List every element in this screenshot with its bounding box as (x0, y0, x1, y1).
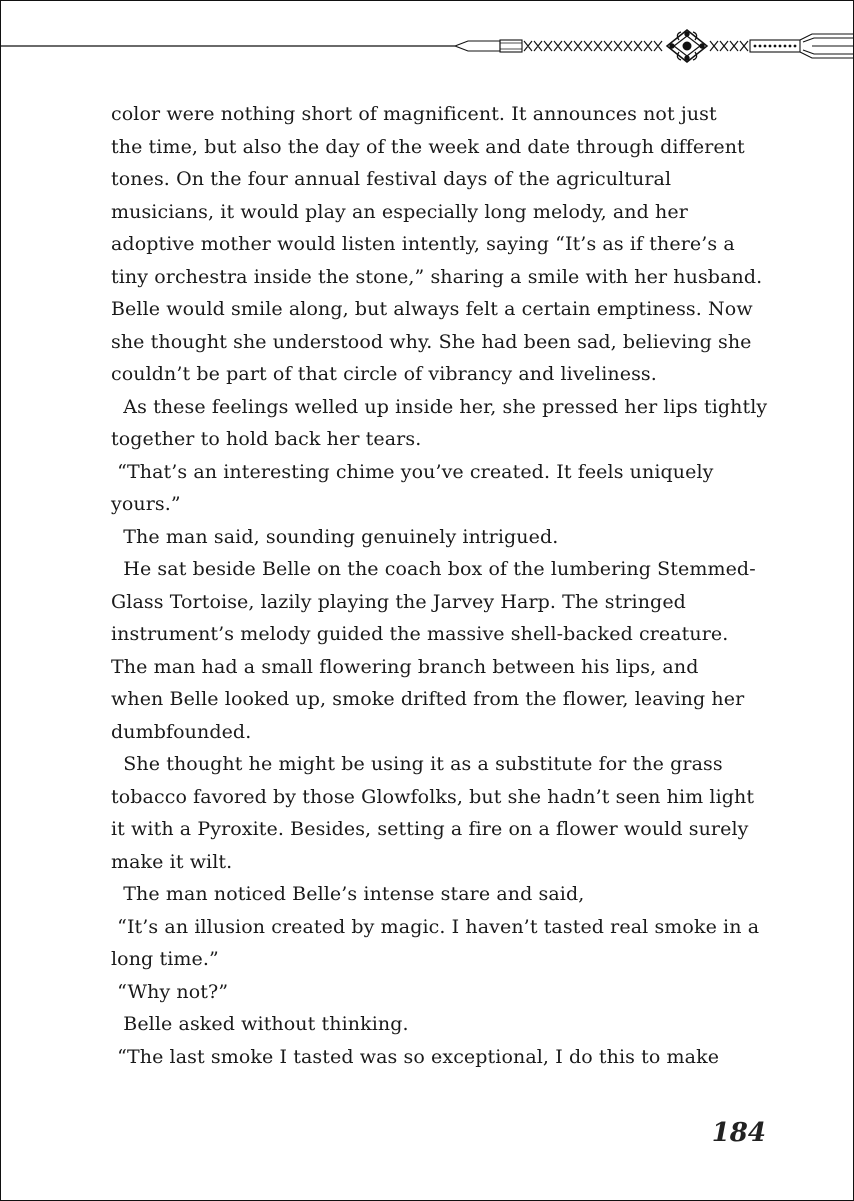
text-line: couldn’t be part of that circle of vibrancy and liveliness. (111, 363, 657, 385)
text-line: Belle would smile along, but always felt a certain emptiness. Now (111, 298, 753, 320)
text-line: color were nothing short of magnificent. It announces not just (111, 103, 717, 125)
body-text (111, 98, 791, 1073)
text-line: dumbfounded. (111, 720, 252, 743)
text-line: “That’s an interesting chime you’ve created. It feels uniquely (111, 460, 714, 483)
header-ornament (0, 28, 854, 64)
text-line: adoptive mother would listen intently, saying “It’s as if there’s a (111, 233, 735, 255)
text-line: it with a Pyroxite. Besides, setting a fire on a flower would surely (111, 818, 749, 840)
text-line: “It’s an illusion created by magic. I haven’t tasted real smoke in a (111, 915, 760, 938)
text-line: tiny orchestra inside the stone,” sharing a smile with her husband. (111, 265, 763, 288)
text-line: the time, but also the day of the week and date through different (111, 135, 745, 158)
text-line: Belle asked without thinking. (111, 1013, 409, 1035)
text-line: The man had a small flowering branch between his lips, and (111, 655, 699, 678)
text-line: He sat beside Belle on the coach box of the lumbering Stemmed- (111, 558, 756, 580)
text-line: She thought he might be using it as a substitute for the grass (111, 753, 723, 775)
text-line: As these feelings welled up inside her, she pressed her lips tightly (111, 395, 768, 418)
text-line: yours.” (111, 493, 181, 515)
text-line: tones. On the four annual festival days of the agricultural (111, 168, 672, 190)
text-line: make it wilt. (111, 850, 233, 873)
page-number: 184 (711, 1118, 766, 1148)
text-line: musicians, it would play an especially long melody, and her (111, 200, 688, 223)
text-line: tobacco favored by those Glowfolks, but she hadn’t seen him light (111, 785, 755, 808)
text-line: “The last smoke I tasted was so exceptional, I do this to make (111, 1045, 720, 1068)
text-line: long time.” (111, 948, 219, 970)
text-line: The man said, sounding genuinely intrigued. (111, 525, 559, 548)
text-line: Glass Tortoise, lazily playing the Jarvey Harp. The stringed (111, 590, 686, 613)
text-line: “Why not?” (111, 980, 229, 1003)
text-line: The man noticed Belle’s intense stare and said, (111, 883, 585, 905)
text-line: she thought she understood why. She had been sad, believing she (111, 330, 752, 353)
text-line: instrument’s melody guided the massive shell-backed creature. (111, 623, 729, 645)
text-line: together to hold back her tears. (111, 428, 422, 450)
text-line: when Belle looked up, smoke drifted from the flower, leaving her (111, 688, 745, 710)
